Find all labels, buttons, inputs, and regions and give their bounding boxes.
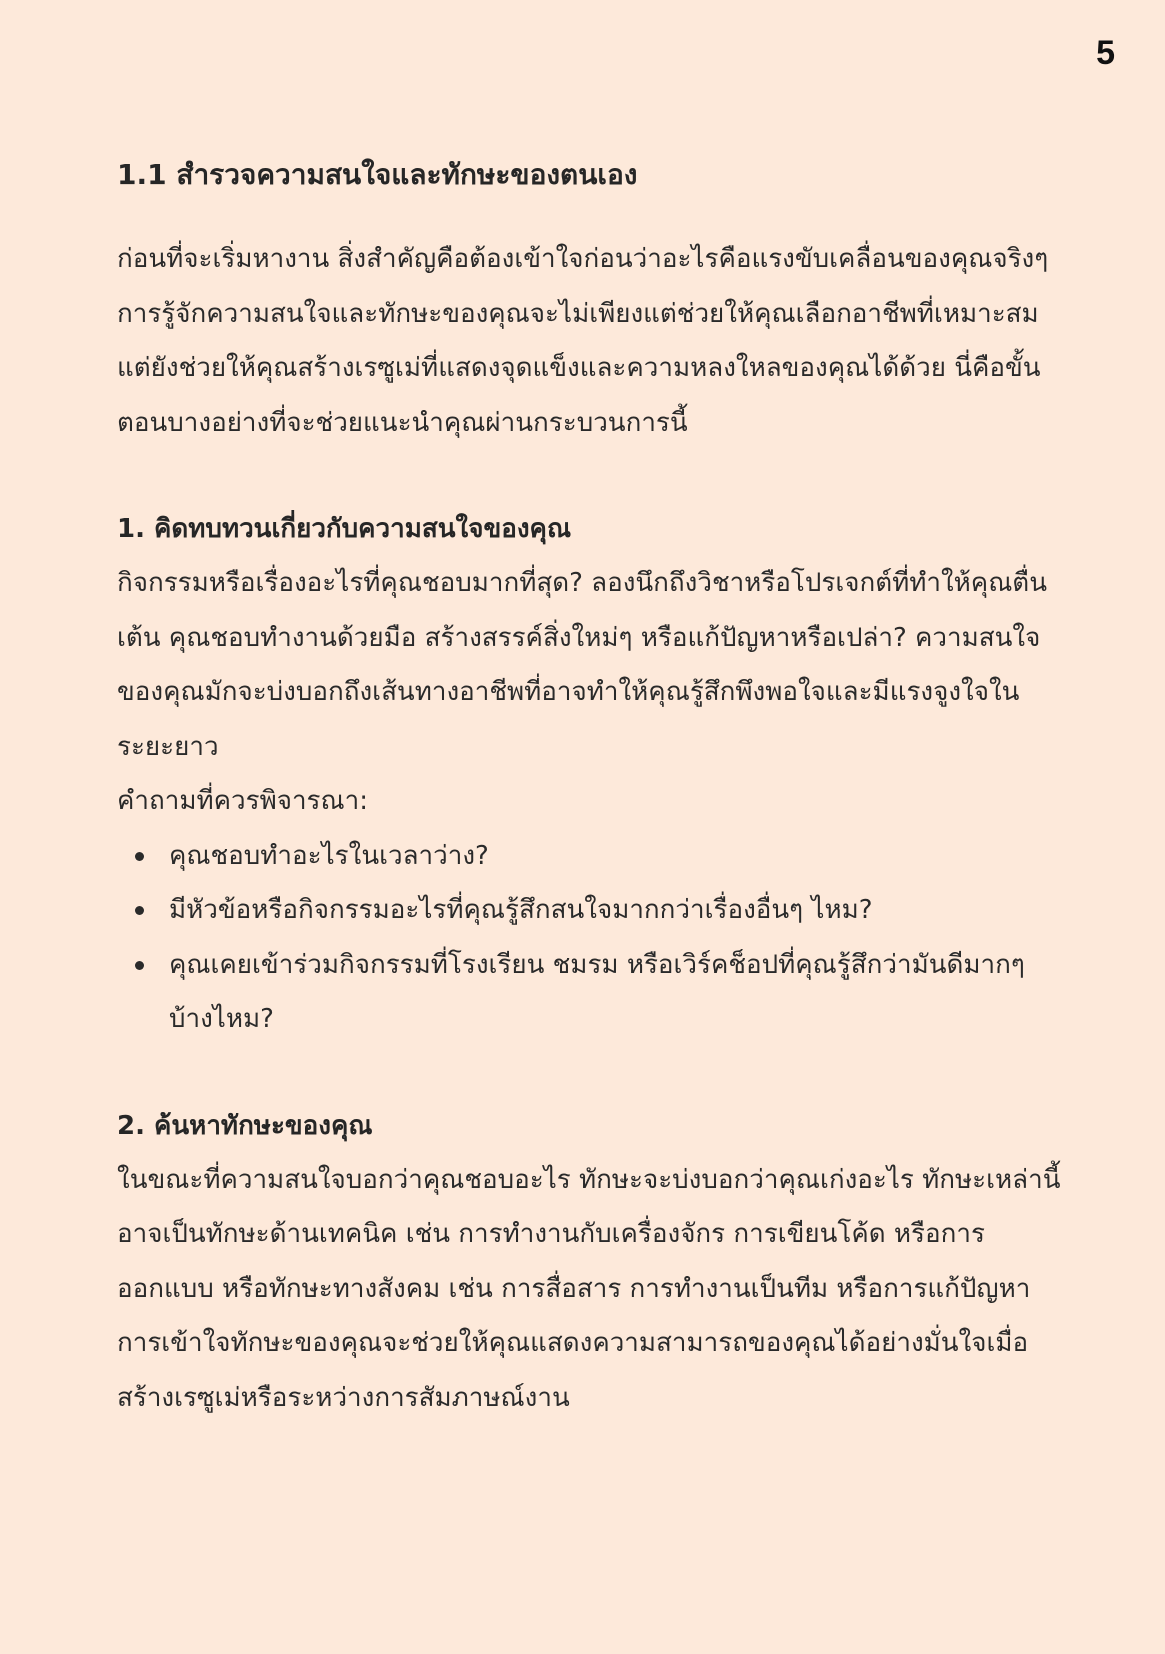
bullet-icon: [135, 961, 144, 970]
question-text: คุณเคยเข้าร่วมกิจกรรมที่โรงเรียน ชมรม หรือเวิร์คช็อปที่คุณรู้สึกว่ามันดีมากๆ บ้างไหม?: [169, 949, 1025, 1034]
question-text: คุณชอบทำอะไรในเวลาว่าง?: [169, 840, 489, 871]
questions-label: คำถามที่ควรพิจารณา:: [117, 786, 368, 816]
questions-list: [117, 829, 1067, 1047]
intro-paragraph: ก่อนที่จะเริ่มหางาน สิ่งสำคัญคือต้องเข้าใจก่อนว่าอะไรคือแรงขับเคลื่อนของคุณจริงๆ การรู้จักความสนใจและทักษะของคุณจะไม่เพียงแต่ช่วยให้คุณเลือกอาชีพที่เหมาะสม แต่ยังช่วยให้คุณสร้างเรซูเม่ที่แสดงจุดแข็งและความหลงใหลของคุณได้ด้วย นี่คือขั้นตอนบางอย่างที่จะช่วยแนะนำคุณผ่านกระบวนการนี้: [117, 244, 1049, 438]
bullet-icon: [135, 852, 144, 861]
section-title: 1.1 สำรวจความสนใจและทักษะของตนเอง: [117, 158, 638, 191]
skills-paragraph: ในขณะที่ความสนใจบอกว่าคุณชอบอะไร ทักษะจะบ่งบอกว่าคุณเก่งอะไร ทักษะเหล่านี้อาจเป็นทักษะด้านเทคนิค เช่น การทำงานกับเครื่องจักร การเขียนโค้ด หรือการออกแบบ หรือทักษะทางสังคม เช่น การสื่อสาร การทำงานเป็นทีม หรือการแก้ปัญหา การเข้าใจทักษะของคุณจะช่วยให้คุณแสดงความสามารถของคุณได้อย่างมั่นใจเมื่อสร้างเรซูเม่หรือระหว่างการสัมภาษณ์งาน: [117, 1164, 1061, 1413]
question-text: มีหัวข้อหรือกิจกรรมอะไรที่คุณรู้สึกสนใจมากกว่าเรื่องอื่นๆ ไหม?: [169, 895, 873, 925]
question-item: [169, 829, 1067, 884]
skills-heading: 2. ค้นหาทักษะของคุณ: [117, 1110, 373, 1141]
interests-paragraph: กิจกรรมหรือเรื่องอะไรที่คุณชอบมากที่สุด? ลองนึกถึงวิชาหรือโปรเจกต์ที่ทำให้คุณตื่นเต้น คุณชอบทำงานด้วยมือ สร้างสรรค์สิ่งใหม่ๆ หรือแก้ปัญหาหรือเปล่า? ความสนใจของคุณมักจะบ่งบอกถึงเส้นทางอาชีพที่อาจทำให้คุณรู้สึกพึงพอใจและมีแรงจูงใจในระยะยาว: [117, 568, 1047, 762]
page-number: 5: [1096, 34, 1115, 72]
page-content: [117, 150, 1067, 1425]
question-item: [169, 938, 1067, 1047]
interests-heading: 1. คิดทบทวนเกี่ยวกับความสนใจของคุณ: [117, 514, 572, 544]
section-spacer: [117, 1047, 1067, 1099]
question-item: [169, 883, 1067, 938]
bullet-icon: [135, 906, 144, 915]
